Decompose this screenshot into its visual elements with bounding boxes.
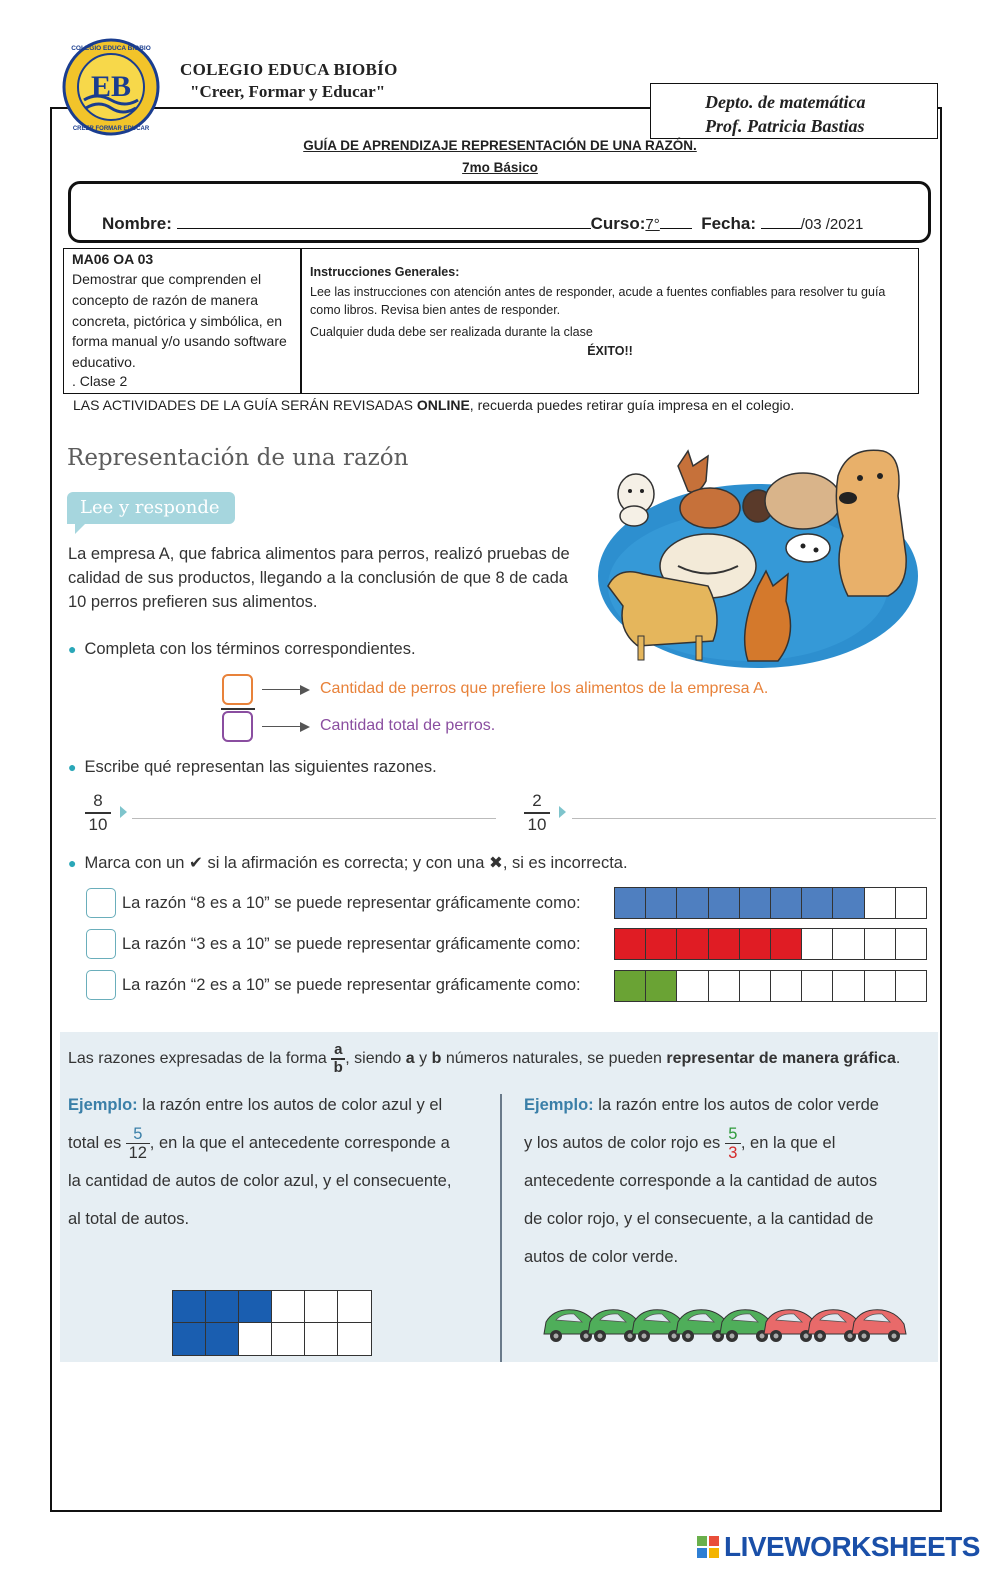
play-arrow-icon bbox=[120, 806, 127, 818]
strip-cell-filled bbox=[709, 888, 740, 918]
strip-cell-empty bbox=[771, 971, 802, 1001]
panel-intro bbox=[68, 1042, 900, 1076]
strip-cell-filled bbox=[615, 888, 646, 918]
name-field[interactable] bbox=[177, 213, 591, 229]
read-respond-label: Lee y responde bbox=[67, 492, 235, 524]
panel-divider bbox=[500, 1094, 502, 1362]
check-icon: ✔ bbox=[189, 854, 203, 872]
grid-cell-empty bbox=[305, 1291, 338, 1323]
objective-text: Demostrar que comprenden el concepto de razón de manera concreta, pictórica y simbólica, en forma manual y/o usando software educativo. bbox=[72, 271, 287, 371]
grid-cell-empty bbox=[239, 1323, 272, 1355]
activity2-instruction-text: Escribe qué representan las siguientes razones. bbox=[84, 758, 437, 776]
denominator-answer-box[interactable] bbox=[222, 711, 253, 742]
panel-intro-mid2: números naturales, se pueden bbox=[445, 1049, 662, 1067]
fraction-b: b bbox=[333, 1058, 343, 1076]
date-value: /03 /2021 bbox=[800, 216, 864, 233]
online-notice-end: , recuerda puedes retirar guía impresa en el colegio. bbox=[469, 397, 795, 413]
liveworksheets-brand: LIVEWORKSHEETS bbox=[724, 1531, 980, 1562]
panel-intro-start: Las razones expresadas de la forma bbox=[68, 1049, 327, 1067]
ratio-strip-1 bbox=[614, 887, 927, 919]
strip-cell-empty bbox=[896, 888, 926, 918]
grid-cell-filled bbox=[173, 1291, 206, 1323]
answer-line-1[interactable] bbox=[132, 818, 496, 819]
checkbox-statement-3[interactable] bbox=[86, 970, 116, 1000]
denominator-description: Cantidad total de perros. bbox=[320, 717, 496, 734]
blue-cars-grid bbox=[172, 1290, 372, 1356]
strip-cell-filled bbox=[802, 888, 833, 918]
strip-cell-empty bbox=[677, 971, 708, 1001]
guide-level: 7mo Básico bbox=[462, 160, 538, 175]
red-car-icon bbox=[852, 1310, 906, 1342]
department-name: Depto. de matemática bbox=[705, 92, 866, 112]
example-left-text3: , en la que el antecedente corresponde a bbox=[149, 1134, 450, 1152]
strip-cell-filled bbox=[646, 929, 677, 959]
strip-cell-filled bbox=[646, 888, 677, 918]
fraction-a: a bbox=[334, 1041, 343, 1058]
play-arrow-icon bbox=[559, 806, 566, 818]
ratio-strip-3 bbox=[614, 970, 927, 1002]
var-a: a bbox=[405, 1049, 415, 1067]
numerator-answer-box[interactable] bbox=[222, 674, 253, 705]
fraction-8-10 bbox=[85, 791, 111, 835]
fraction-5-3 bbox=[725, 1125, 741, 1163]
fraction-a-b bbox=[331, 1042, 345, 1076]
svg-text:CREER FORMAR EDUCAR: CREER FORMAR EDUCAR bbox=[72, 126, 150, 132]
strip-cell-empty bbox=[896, 971, 926, 1001]
objective-code: MA06 OA 03 bbox=[72, 251, 154, 267]
var-b: b bbox=[431, 1049, 442, 1067]
date-day-field[interactable] bbox=[761, 213, 801, 229]
strip-cell-empty bbox=[802, 971, 833, 1001]
strip-cell-empty bbox=[740, 971, 771, 1001]
checkbox-statement-1[interactable] bbox=[86, 888, 116, 918]
example-right-text4: antecedente corresponde a la cantidad de autos bbox=[524, 1172, 878, 1191]
strip-cell-filled bbox=[709, 929, 740, 959]
ratio-strip-2 bbox=[614, 928, 927, 960]
class-label: . Clase 2 bbox=[72, 373, 128, 389]
section-title: Representación de una razón bbox=[67, 445, 409, 471]
grid-cell-filled bbox=[206, 1323, 239, 1355]
activity3-instruction-end: , si es incorrecta. bbox=[502, 854, 628, 872]
grid-cell-filled bbox=[173, 1323, 206, 1355]
strip-cell-filled bbox=[615, 929, 646, 959]
example-label: Ejemplo: bbox=[68, 1096, 138, 1114]
example-right-text2: y los autos de color rojo es bbox=[524, 1134, 721, 1152]
fraction-numerator: 5 bbox=[133, 1124, 143, 1143]
liveworksheets-logo-icon bbox=[697, 1536, 719, 1558]
table-divider bbox=[300, 249, 302, 393]
strip-cell-empty bbox=[865, 971, 896, 1001]
statement-2: La razón “3 es a 10” se puede representar gráficamente como: bbox=[122, 935, 581, 953]
course-field[interactable] bbox=[660, 213, 692, 229]
name-label: Nombre: bbox=[102, 214, 172, 233]
cars-svg bbox=[542, 1300, 922, 1348]
example-right-text1: la razón entre los autos de color verde bbox=[598, 1096, 879, 1114]
instructions-body: Lee las instrucciones con atención antes de responder, acude a fuentes confiables para resolver tu guía como libros. Revisa bien antes de responder. bbox=[310, 285, 886, 317]
fraction-2-10 bbox=[524, 791, 550, 835]
school-name: COLEGIO EDUCA BIOBÍO bbox=[180, 60, 398, 79]
strip-cell-filled bbox=[771, 888, 802, 918]
strip-cell-empty bbox=[709, 971, 740, 1001]
fraction-numerator: 5 bbox=[728, 1124, 738, 1143]
fraction-bar bbox=[221, 708, 255, 710]
strip-cell-filled bbox=[740, 888, 771, 918]
strip-cell-empty bbox=[896, 929, 926, 959]
strip-cell-filled bbox=[771, 929, 802, 959]
fraction-denominator: 10 bbox=[88, 814, 108, 834]
strip-cell-empty bbox=[802, 929, 833, 959]
school-motto: "Creer, Formar y Educar" bbox=[190, 82, 386, 101]
checkbox-statement-2[interactable] bbox=[86, 929, 116, 959]
panel-intro-mid: , siendo bbox=[345, 1049, 402, 1067]
instructions-extra: Cualquier duda debe ser realizada durante la clase bbox=[310, 325, 593, 339]
svg-text:COLEGIO EDUCA BIOBIO: COLEGIO EDUCA BIOBIO bbox=[71, 45, 151, 52]
fraction-denominator: 12 bbox=[128, 1144, 147, 1163]
numerator-description: Cantidad de perros que prefiere los alimentos de la empresa A. bbox=[320, 680, 769, 697]
online-notice-bold: ONLINE bbox=[416, 397, 470, 413]
cross-icon: ✖ bbox=[489, 854, 503, 872]
strip-cell-filled bbox=[677, 888, 708, 918]
instructions-title: Instrucciones Generales: bbox=[310, 265, 460, 279]
dogs-illustration bbox=[598, 436, 923, 668]
answer-line-2[interactable] bbox=[572, 818, 936, 819]
strip-cell-filled bbox=[646, 971, 677, 1001]
guide-title: GUÍA DE APRENDIZAJE REPRESENTACIÓN DE UNA RAZÓN. bbox=[303, 138, 697, 153]
grid-cell-empty bbox=[338, 1323, 371, 1355]
example-left-text2: total es bbox=[68, 1134, 122, 1152]
strip-cell-filled bbox=[615, 971, 646, 1001]
panel-intro-end: . bbox=[895, 1049, 901, 1067]
activity1-instruction bbox=[68, 640, 416, 659]
online-notice-start: LAS ACTIVIDADES DE LA GUÍA SERÁN REVISADAS bbox=[73, 397, 417, 413]
strip-cell-filled bbox=[833, 888, 864, 918]
svg-text:EB: EB bbox=[90, 70, 132, 103]
activity2-instruction bbox=[68, 758, 437, 777]
example-right bbox=[524, 1086, 934, 1276]
activity1-instruction-text: Completa con los términos correspondientes. bbox=[84, 640, 416, 658]
bullet-dot-icon: ● bbox=[68, 641, 77, 657]
statement-3: La razón “2 es a 10” se puede representar gráficamente como: bbox=[122, 976, 581, 994]
example-left-text5: al total de autos. bbox=[68, 1210, 190, 1229]
strip-cell-empty bbox=[865, 888, 896, 918]
course-value: 7° bbox=[645, 216, 660, 233]
statement-1: La razón “8 es a 10” se puede representar gráficamente como: bbox=[122, 894, 581, 912]
department-box bbox=[650, 83, 938, 139]
strip-cell-filled bbox=[677, 929, 708, 959]
grid-cell-empty bbox=[272, 1323, 305, 1355]
example-left bbox=[68, 1086, 488, 1238]
grid-cell-empty bbox=[305, 1323, 338, 1355]
school-logo bbox=[62, 38, 160, 136]
pill-tip bbox=[75, 524, 85, 534]
grid-cell-filled bbox=[239, 1291, 272, 1323]
fraction-numerator: 8 bbox=[93, 791, 103, 810]
grid-cell-empty bbox=[338, 1291, 371, 1323]
example-right-text6: autos de color verde. bbox=[524, 1248, 679, 1267]
arrow-line-1 bbox=[262, 689, 302, 690]
word-y: y bbox=[419, 1049, 428, 1067]
teacher-name: Prof. Patricia Bastias bbox=[705, 116, 865, 136]
example-label: Ejemplo: bbox=[524, 1096, 594, 1114]
course-label: Curso: bbox=[590, 214, 646, 233]
bullet-dot-icon: ● bbox=[68, 855, 77, 871]
arrow-right-icon bbox=[300, 685, 310, 695]
example-right-text5: de color rojo, y el consecuente, a la cantidad de bbox=[524, 1210, 874, 1229]
strip-cell-empty bbox=[833, 971, 864, 1001]
grid-cell-filled bbox=[206, 1291, 239, 1323]
fraction-denominator: 3 bbox=[728, 1144, 738, 1163]
bullet-dot-icon: ● bbox=[68, 759, 77, 775]
arrow-line-2 bbox=[262, 726, 302, 727]
fraction-denominator: 10 bbox=[527, 814, 547, 834]
strip-cell-empty bbox=[865, 929, 896, 959]
date-label: Fecha: bbox=[701, 214, 757, 233]
info-panel bbox=[60, 1032, 938, 1362]
example-left-text4: la cantidad de autos de color azul, y el consecuente, bbox=[68, 1172, 452, 1191]
fraction-5-12 bbox=[126, 1125, 150, 1163]
activity3-instruction-start: Marca con un bbox=[84, 854, 185, 872]
fraction-numerator: 2 bbox=[532, 791, 542, 810]
example-right-text3: , en la que el bbox=[740, 1134, 836, 1152]
activity3-instruction bbox=[68, 853, 628, 873]
online-notice bbox=[73, 397, 794, 413]
instructions-closing: ÉXITO!! bbox=[587, 344, 633, 358]
strip-cell-empty bbox=[833, 929, 864, 959]
student-info-line bbox=[102, 213, 863, 234]
cars-illustration bbox=[542, 1300, 922, 1348]
objective-instructions-table bbox=[63, 248, 919, 394]
story-text: La empresa A, que fabrica alimentos para perros, realizó pruebas de calidad de sus productos, llegando a la conclusión de que 8 de cada 10 perros prefieren sus alimentos. bbox=[68, 545, 570, 611]
strip-cell-filled bbox=[740, 929, 771, 959]
activity3-instruction-mid: si la afirmación es correcta; y con una bbox=[207, 854, 485, 872]
arrow-right-icon bbox=[300, 722, 310, 732]
example-left-text1: la razón entre los autos de color azul y el bbox=[142, 1096, 443, 1114]
panel-intro-bold: representar de manera gráfica bbox=[666, 1049, 896, 1067]
grid-cell-empty bbox=[272, 1291, 305, 1323]
